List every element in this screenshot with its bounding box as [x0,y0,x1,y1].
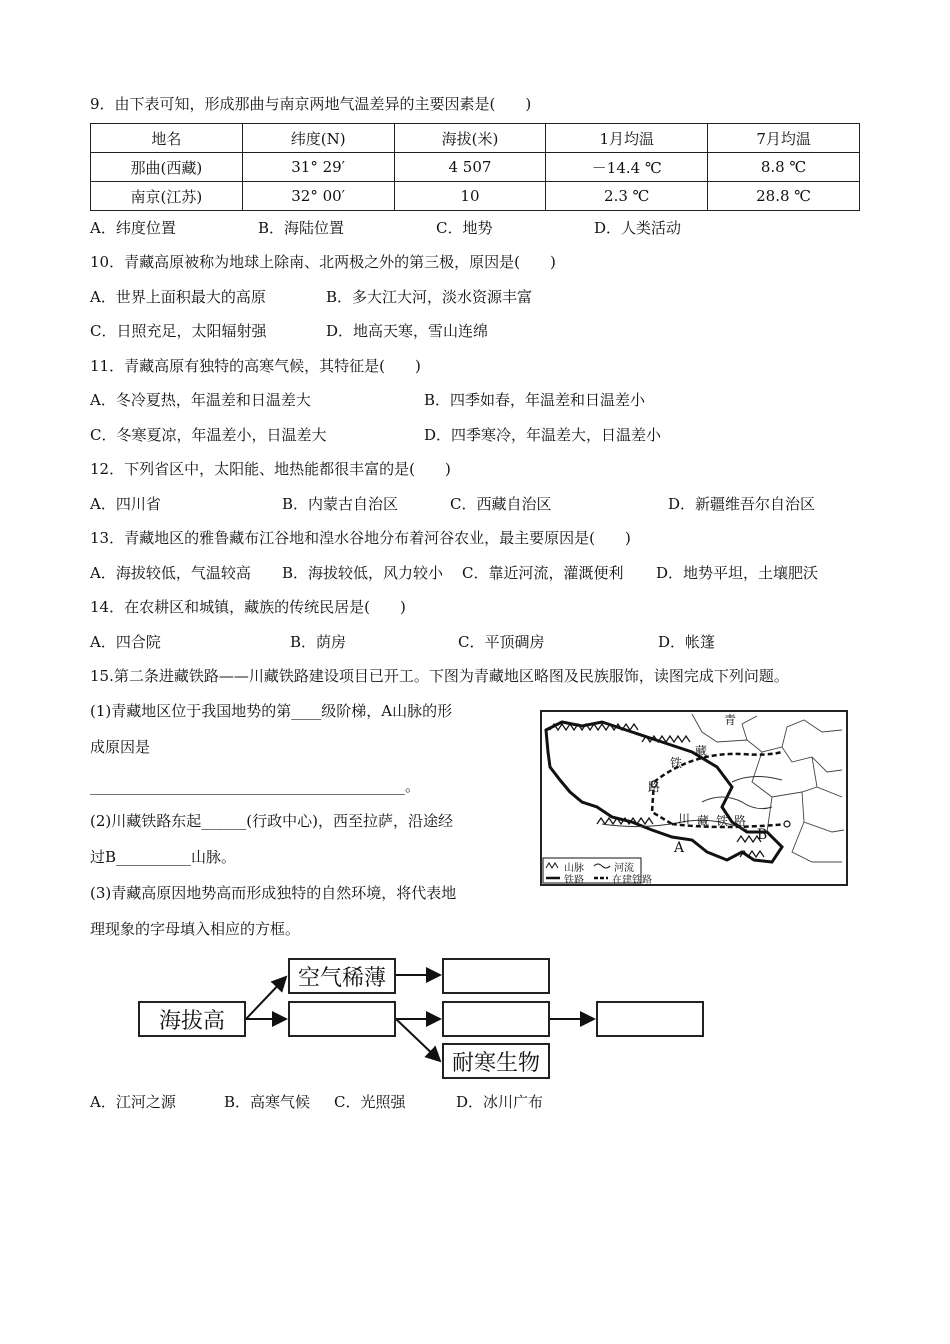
q15-part3-cont: 理现象的字母填入相应的方框。 [90,920,301,938]
q14-option-d[interactable]: D．帐篷 [658,633,716,651]
map-label-tie: 铁 [670,756,683,770]
flow-answer-box[interactable] [288,1001,396,1037]
q15-part2-cont: 过B__________山脉。 [90,848,237,866]
table-cell: －14.4 ℃ [546,153,708,182]
q9-option-c[interactable]: C．地势 [436,219,493,237]
flow-answer-box[interactable] [442,1001,550,1037]
map-label-zang2: 藏 [697,814,710,828]
table-cell: 10 [394,182,546,211]
table-header: 海拔(米) [394,124,546,153]
q9-option-a[interactable]: A．纬度位置 [90,219,176,237]
q15-option-d[interactable]: D．冰川广布 [456,1093,544,1111]
table-row [91,182,860,211]
table-row [91,153,860,182]
q9-option-d[interactable]: D．人类活动 [594,219,682,237]
map-letter-b: B [757,827,768,843]
q10-option-d[interactable]: D．地高天寒，雪山连绵 [326,322,489,340]
map-label-zang: 藏 [695,744,708,758]
q10-option-a[interactable]: A．世界上面积最大的高原 [90,288,266,306]
table-header: 1月均温 [546,124,708,153]
table-header: 7月均温 [708,124,860,153]
legend-mountain: 山脉 [564,863,584,874]
q12-option-b[interactable]: B．内蒙古自治区 [282,495,399,513]
q10-option-b[interactable]: B．多大江大河，淡水资源丰富 [326,288,533,306]
q12-stem: 12．下列省区中，太阳能、地热能都很丰富的是( ) [90,460,451,478]
flow-answer-box[interactable] [442,958,550,994]
q12-option-c[interactable]: C．西藏自治区 [450,495,552,513]
map-label-qing: 青 [724,713,737,727]
table-cell: 31° 29′ [242,153,394,182]
map-label-tie2: 铁 [716,814,729,828]
table-header: 纬度(N) [242,124,394,153]
flow-diagram [136,955,716,1085]
legend-railway-building: 在建铁路 [612,875,652,886]
map-letter-a: A [674,840,685,856]
q9-option-b[interactable]: B．海陆位置 [258,219,345,237]
table-header-row [91,124,860,153]
q15-part3: (3)青藏高原因地势高而形成独特的自然环境，将代表地 [90,884,457,902]
q13-stem: 13．青藏地区的雅鲁藏布江谷地和湟水谷地分布着河谷农业，最主要原因是( ) [90,529,631,547]
table-header: 地名 [91,124,243,153]
flow-box-cold-life: 耐寒生物 [442,1043,550,1079]
q14-option-c[interactable]: C．平顶碉房 [458,633,545,651]
q13-option-c[interactable]: C．靠近河流，灌溉便利 [462,564,624,582]
q13-option-b[interactable]: B．海拔较低，风力较小 [282,564,444,582]
q15-part2: (2)川藏铁路东起______(行政中心)，西至拉萨，沿途经 [90,812,453,830]
q11-option-a[interactable]: A．冬冷夏热，年温差和日温差大 [90,391,311,409]
q14-option-b[interactable]: B．荫房 [290,633,347,651]
q10-stem: 10．青藏高原被称为地球上除南、北两极之外的第三极，原因是( ) [90,253,556,271]
q11-option-b[interactable]: B．四季如春，年温差和日温差小 [424,391,646,409]
table-cell: 2.3 ℃ [546,182,708,211]
q9-stem: 9．由下表可知，形成那曲与南京两地气温差异的主要因素是( ) [90,95,532,113]
q15-option-a[interactable]: A．江河之源 [90,1093,176,1111]
q13-option-a[interactable]: A．海拔较低，气温较高 [90,564,251,582]
table-cell: 28.8 ℃ [708,182,860,211]
q10-option-c[interactable]: C．日照充足，太阳辐射强 [90,322,267,340]
q15-part1-cont: 成原因是 [90,738,151,756]
q12-option-a[interactable]: A．四川省 [90,495,161,513]
table-cell: 那曲(西藏) [91,153,243,182]
q14-stem: 14．在农耕区和城镇，藏族的传统民居是( ) [90,598,406,616]
map-label-chuan: 川 [678,812,691,826]
q14-option-a[interactable]: A．四合院 [90,633,161,651]
table-cell: 32° 00′ [242,182,394,211]
q11-option-d[interactable]: D．四季寒冷，年温差大，日温差小 [424,426,662,444]
map-label-lu2: 路 [734,814,747,828]
q15-part1-blank[interactable]: __________________________________________。 [90,777,421,795]
q15-option-c[interactable]: C．光照强 [334,1093,406,1111]
q15-option-b[interactable]: B．高寒气候 [224,1093,311,1111]
q15-part1: (1)青藏地区位于我国地势的第____级阶梯，A山脉的形 [90,702,453,720]
qinghai-tibet-map [540,710,848,886]
q13-option-d[interactable]: D．地势平坦，土壤肥沃 [656,564,819,582]
q12-option-d[interactable]: D．新疆维吾尔自治区 [668,495,816,513]
q15-stem: 15.第二条进藏铁路——川藏铁路建设项目已开工。下图为青藏地区略图及民族服饰，读图完成下列问题。 [90,667,789,685]
flow-answer-box[interactable] [596,1001,704,1037]
flow-box-thin-air: 空气稀薄 [288,958,396,994]
map-label-lu: 路 [648,780,661,794]
q11-stem: 11．青藏高原有独特的高寒气候，其特征是( ) [90,357,421,375]
q9-table [90,123,860,211]
table-cell: 4 507 [394,153,546,182]
table-cell: 南京(江苏) [91,182,243,211]
legend-railway: 铁路 [564,875,584,886]
flow-start-box: 海拔高 [138,1001,246,1037]
legend-river: 河流 [614,863,634,874]
q11-option-c[interactable]: C．冬寒夏凉，年温差小，日温差大 [90,426,327,444]
table-cell: 8.8 ℃ [708,153,860,182]
